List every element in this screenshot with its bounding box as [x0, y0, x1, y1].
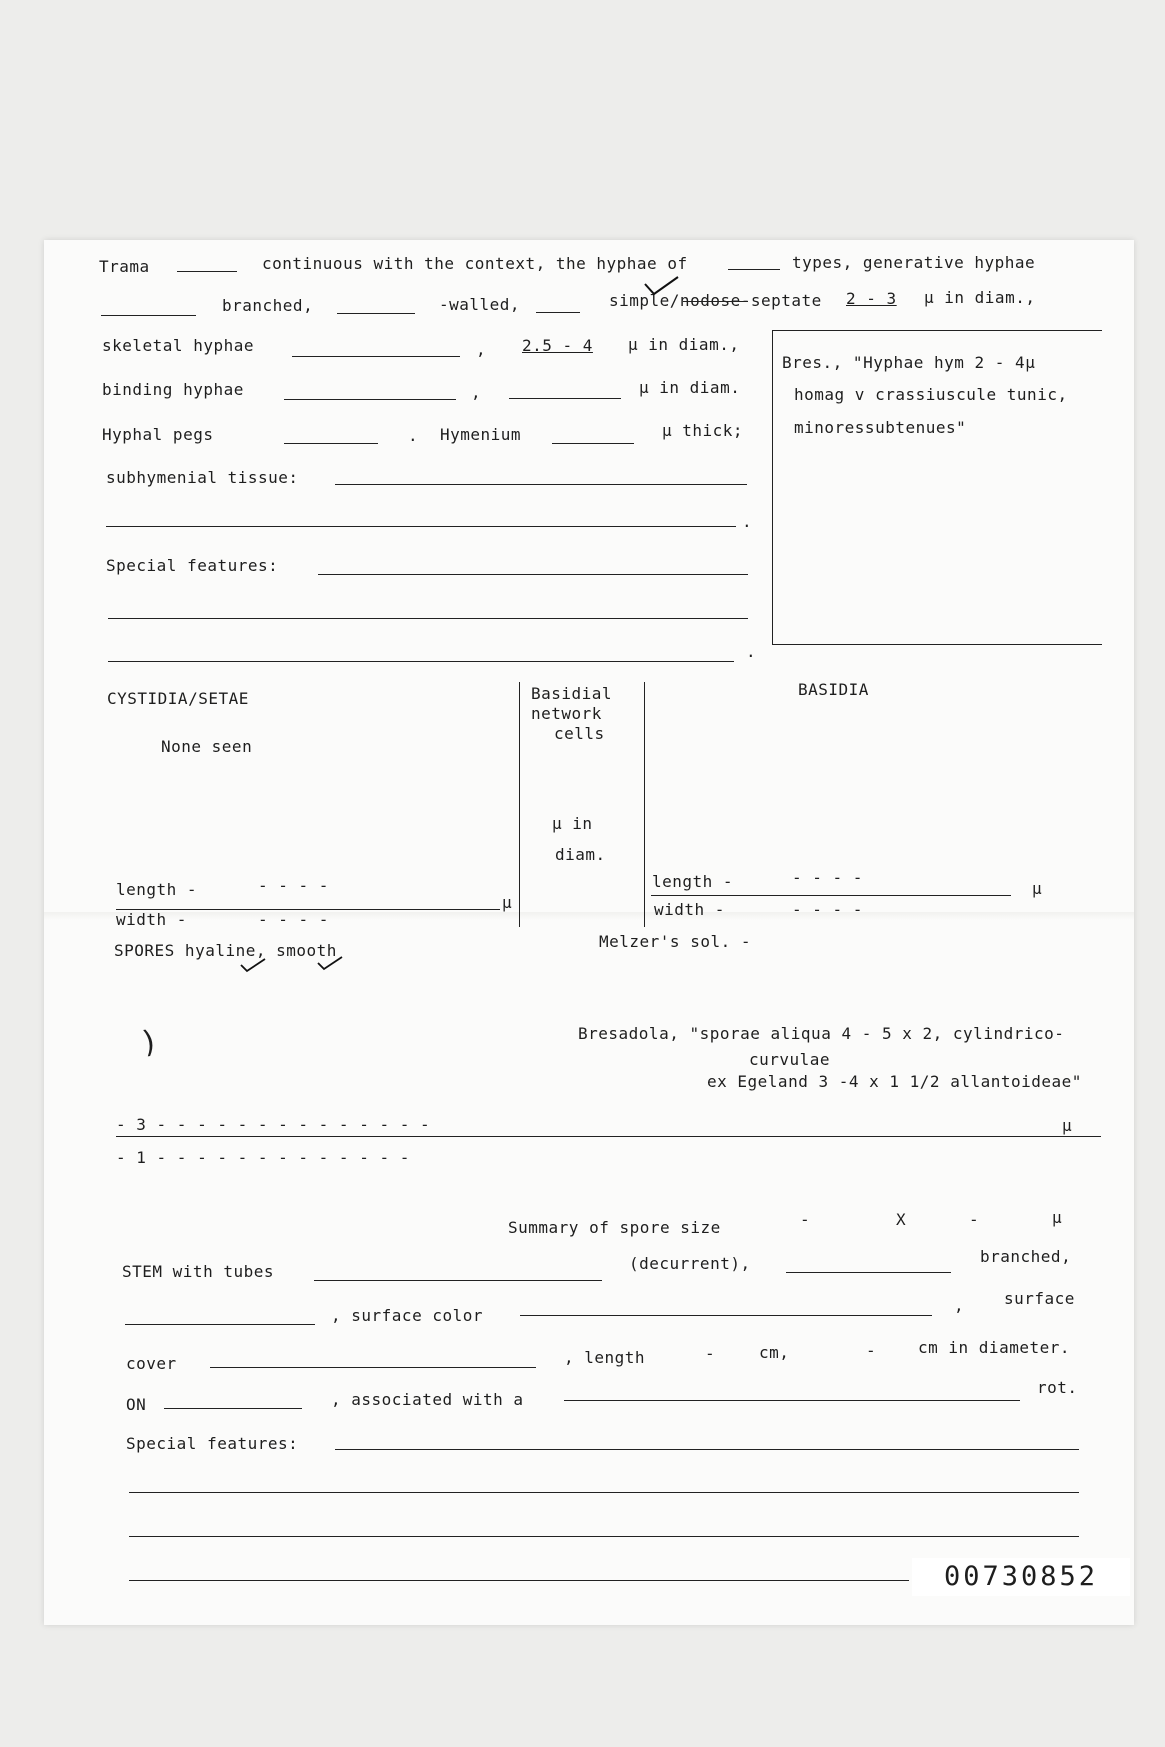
special2-blank[interactable] — [335, 1449, 1079, 1450]
trama-blank[interactable] — [177, 271, 237, 272]
cm-diameter: cm in diameter. — [918, 1338, 1070, 1357]
walled-text: -walled, — [439, 295, 521, 314]
binding-label: binding hyphae — [102, 380, 244, 399]
skeletal-value: 2.5 - 4 — [522, 336, 593, 355]
spore-width-row: - 1 - - - - - - - - - - - - - — [116, 1148, 410, 1167]
dash: - — [866, 1341, 877, 1360]
pegs-blank[interactable] — [284, 443, 378, 444]
cystidia-length-dashes: - - - - — [258, 876, 329, 895]
summary-label: Summary of spore size — [508, 1218, 721, 1237]
associated-blank[interactable] — [564, 1400, 1020, 1401]
basidia-width: width - — [654, 900, 725, 919]
check-mark-icon — [642, 274, 682, 296]
walled-blank[interactable] — [337, 313, 415, 314]
surface-color-text: , surface color — [331, 1306, 483, 1325]
catalog-number: 00730852 — [912, 1558, 1130, 1596]
surface-color-blank[interactable] — [520, 1315, 932, 1316]
special2-blank-2[interactable] — [129, 1492, 1079, 1493]
binding-unit: μ in diam. — [639, 378, 741, 397]
cover-label: cover — [126, 1354, 177, 1373]
comma: , — [954, 1296, 965, 1315]
spore-divider — [116, 1136, 1101, 1137]
cm-1: cm, — [759, 1343, 790, 1362]
basidial-mu: μ in — [552, 814, 593, 833]
spore-length-row: - 3 - - - - - - - - - - - - - - — [116, 1115, 431, 1134]
associated-text: , associated with a — [331, 1390, 524, 1409]
spore-drawing: ) — [140, 1024, 158, 1061]
note-box-bottom — [772, 644, 1102, 645]
on-label: ON — [126, 1395, 147, 1414]
basidial-title-2: network — [531, 704, 602, 723]
basidia-mu: μ — [1032, 879, 1043, 898]
subhym-blank-2[interactable] — [106, 526, 736, 527]
spore-mu: μ — [1062, 1116, 1073, 1135]
skeletal-unit: μ in diam., — [628, 335, 740, 354]
summary-mu: μ — [1052, 1208, 1063, 1227]
branched-blank[interactable] — [101, 315, 196, 316]
skeletal-label: skeletal hyphae — [102, 336, 254, 355]
types-blank[interactable] — [728, 269, 780, 270]
basidia-width-dashes: - - - - — [792, 900, 863, 919]
basidia-divider — [651, 895, 1011, 896]
septate-text: simple/nodose-septate — [609, 291, 822, 310]
basidia-length: length - — [652, 872, 734, 891]
stem-tubes-blank[interactable] — [314, 1280, 602, 1281]
trama-label: Trama — [99, 257, 150, 276]
basidial-title-1: Basidial — [531, 684, 613, 703]
rot-text: rot. — [1037, 1378, 1078, 1397]
subhym-blank[interactable] — [335, 484, 747, 485]
branched-text: branched, — [222, 296, 314, 315]
cystidia-title: CYSTIDIA/SETAE — [107, 689, 249, 708]
special2-blank-4[interactable] — [129, 1580, 909, 1581]
dash: - — [969, 1210, 980, 1229]
bres-box-l2: homag v crassiuscule tunic, — [794, 385, 1068, 404]
septate-blank[interactable] — [536, 312, 580, 313]
on-blank[interactable] — [164, 1408, 302, 1409]
decurrent-text: (decurrent), — [629, 1254, 751, 1273]
hymenium-blank[interactable] — [552, 443, 634, 444]
specimen-form-sheet — [44, 240, 1134, 1625]
bres-spore-2: curvulae — [749, 1050, 831, 1069]
basidia-title: BASIDIA — [798, 680, 869, 699]
dash: - — [705, 1344, 716, 1363]
special1-label: Special features: — [106, 556, 279, 575]
note-box-top — [772, 330, 1102, 331]
surface-text: surface — [1004, 1289, 1075, 1308]
skeletal-blank[interactable] — [292, 356, 460, 357]
cystidia-width: width - — [116, 910, 187, 929]
dash: - — [800, 1210, 811, 1229]
types-text: types, generative hyphae — [792, 253, 1036, 272]
check-mark-icon — [316, 954, 346, 972]
special1-blank-2[interactable] — [108, 618, 748, 619]
cystidia-mu: μ — [502, 893, 513, 912]
nodose-strike — [683, 301, 748, 302]
comma: , — [471, 383, 482, 402]
fold-line — [44, 912, 1134, 920]
basidial-diam: diam. — [555, 845, 606, 864]
pegs-label: Hyphal pegs — [102, 425, 214, 444]
bres-spore-3: ex Egeland 3 -4 x 1 1/2 allantoideae" — [707, 1072, 1082, 1091]
divider-1 — [519, 682, 520, 927]
dot: . — [742, 512, 753, 531]
thick-text: μ thick; — [662, 421, 744, 440]
subhym-label: subhymenial tissue: — [106, 468, 299, 487]
special1-blank-3[interactable] — [108, 661, 734, 662]
special1-blank[interactable] — [318, 574, 748, 575]
cystidia-none: None seen — [161, 737, 253, 756]
note-box-left — [772, 330, 773, 645]
stem-blank-2[interactable] — [125, 1324, 315, 1325]
cystidia-width-dashes: - - - - — [258, 910, 329, 929]
binding-blank[interactable] — [284, 399, 456, 400]
melzer-text: Melzer's sol. - — [599, 932, 751, 951]
binding-val-blank[interactable] — [509, 398, 621, 399]
gen-diam-unit: μ in diam., — [924, 288, 1036, 307]
dot: . — [408, 426, 419, 445]
check-mark-icon — [239, 956, 269, 974]
bres-box-l1: Bres., "Hyphae hym 2 - 4μ — [782, 353, 1036, 372]
summary-x: X — [896, 1210, 907, 1229]
stem-label: STEM with tubes — [122, 1262, 274, 1281]
continuous-text: continuous with the context, the hyphae of — [262, 254, 688, 273]
stem-branched: branched, — [980, 1247, 1072, 1266]
basidial-title-3: cells — [554, 724, 605, 743]
length-label: , length — [564, 1348, 646, 1367]
divider-2 — [644, 682, 645, 927]
gen-diam-value: 2 - 3 — [846, 289, 897, 308]
spores-label: SPORES hyaline, smooth — [114, 941, 337, 960]
stem-branched-blank[interactable] — [786, 1272, 951, 1273]
bres-box-l3: minoressubtenues" — [794, 418, 967, 437]
special2-blank-3[interactable] — [129, 1536, 1079, 1537]
basidia-length-dashes: - - - - — [792, 868, 863, 887]
cover-blank[interactable] — [210, 1367, 536, 1368]
special2-label: Special features: — [126, 1434, 299, 1453]
hymenium-label: Hymenium — [440, 425, 522, 444]
dot: . — [746, 642, 757, 661]
comma: , — [476, 340, 487, 359]
cystidia-length: length - — [116, 880, 198, 899]
bres-spore-1: Bresadola, "sporae aliqua 4 - 5 x 2, cylindrico- — [578, 1024, 1065, 1043]
